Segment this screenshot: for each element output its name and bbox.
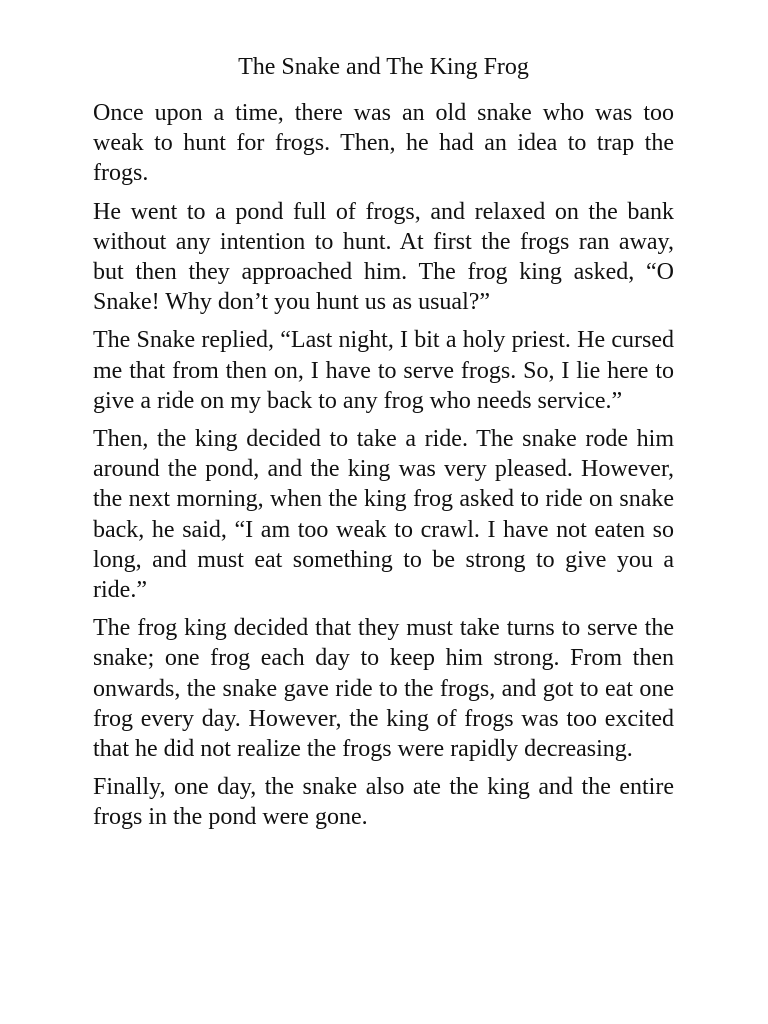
paragraph-5: The frog king decided that they must take turns to serve the snake; one frog each day to keep him strong. From then onwards, the snake gave ride to the frogs, and got to eat one frog every day. However, the king of frogs was too excited that he did not realize the frogs were rapidly decreasing.: [93, 615, 674, 763]
paragraph-4: Then, the king decided to take a ride. The snake rode him around the pond, and the king was very pleased. However, the next morning, when the king frog asked to ride on snake back, he said, “I am too weak to crawl. I have not eaten so long, and must eat something to be strong to give you a ride.”: [93, 426, 674, 604]
paragraph-1: Once upon a time, there was an old snake who was too weak to hunt for frogs. Then, he had an idea to trap the frogs.: [93, 100, 674, 187]
paragraph-6: Finally, one day, the snake also ate the king and the entire frogs in the pond were gone.: [93, 774, 674, 831]
paragraph-3: The Snake replied, “Last night, I bit a holy priest. He cursed me that from then on, I have to serve frogs. So, I lie here to give a ride on my back to any frog who needs service.”: [93, 327, 674, 414]
document-page: [93, 0, 674, 841]
document-title: The Snake and The King Frog: [238, 54, 529, 80]
story-body: [93, 98, 674, 833]
paragraph-2: He went to a pond full of frogs, and relaxed on the bank without any intention to hunt. At first the frogs ran away, but then they approached him. The frog king asked, “O Snake! Why don’t you hunt us as usual?”: [93, 198, 674, 316]
